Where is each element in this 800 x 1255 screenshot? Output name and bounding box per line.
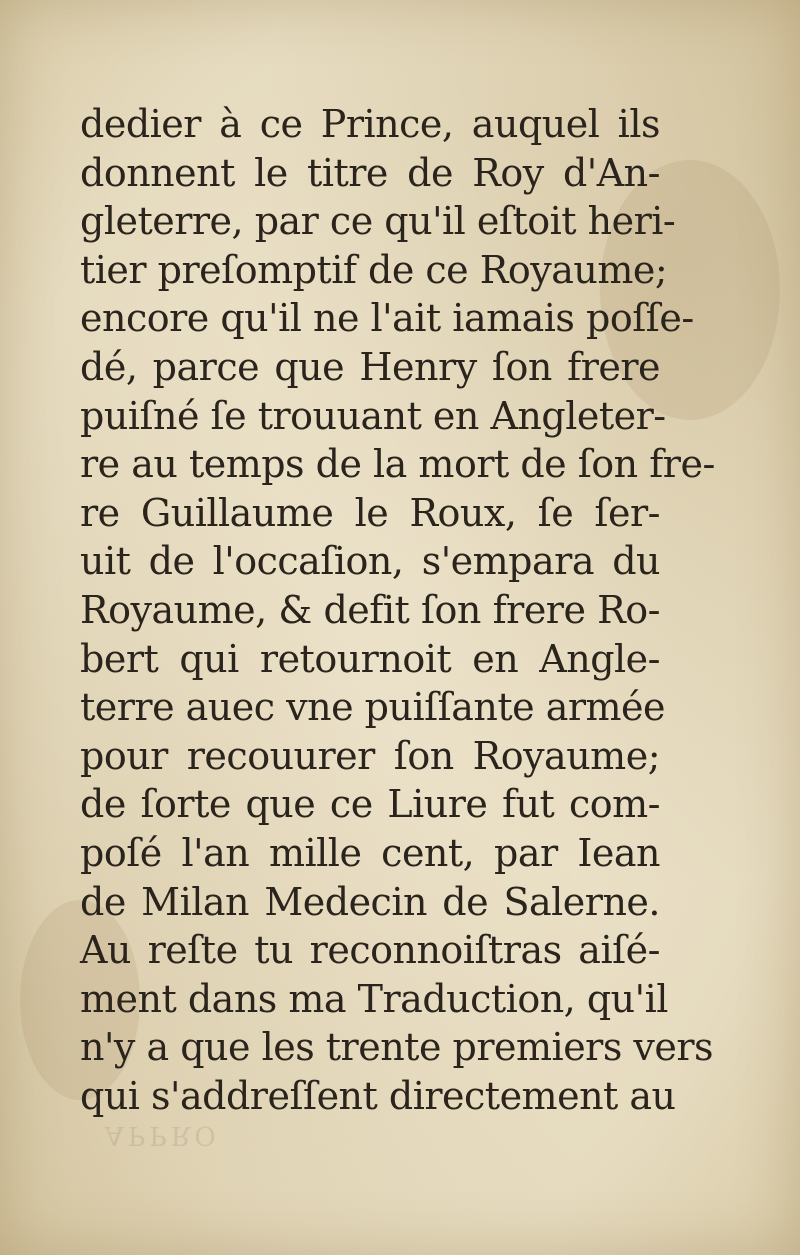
text-line: Au reſte tu reconnoiſtras aiſé- xyxy=(80,928,660,973)
text-line: ment dans ma Traduction, qu'il xyxy=(80,976,668,1021)
text-line: de ſorte que ce Liure fut com- xyxy=(80,782,660,827)
text-line: de Milan Medecin de Salerne. xyxy=(80,879,660,924)
text-line: dedier à ce Prince, auquel ils xyxy=(80,102,660,146)
text-block xyxy=(80,100,715,1120)
text-line: donnent le titre de Roy d'An- xyxy=(80,150,660,195)
text-line: gleterre, par ce qu'il eſtoit heri- xyxy=(80,199,676,244)
text-line: uit de l'occaſion, s'empara du xyxy=(80,539,660,584)
text-line: qui s'addreſſent directement au xyxy=(80,1073,676,1118)
text-line: pour recouurer ſon Royaume; xyxy=(80,733,660,778)
text-line: Royaume, & defit ſon frere Ro- xyxy=(80,587,660,632)
text-line: encore qu'il ne l'ait iamais poſſe- xyxy=(80,296,694,341)
text-line: dé, parce que Henry ſon frere xyxy=(80,344,660,389)
text-line: poſé l'an mille cent, par Iean xyxy=(80,830,660,875)
text-line: bert qui retournoit en Angle- xyxy=(80,636,660,681)
text-line: n'y a que les trente premiers vers xyxy=(80,1025,714,1070)
text-line: terre auec vne puiſſante armée xyxy=(80,685,666,730)
text-line: puiſné ſe trouuant en Angleter- xyxy=(80,393,666,438)
bleed-through-text: APPRO xyxy=(105,1120,220,1150)
text-line: re au temps de la mort de ſon fre- xyxy=(80,442,715,487)
text-line: re Guillaume le Roux, ſe ſer- xyxy=(80,490,660,535)
text-line: tier preſomptif de ce Royaume; xyxy=(80,247,668,292)
